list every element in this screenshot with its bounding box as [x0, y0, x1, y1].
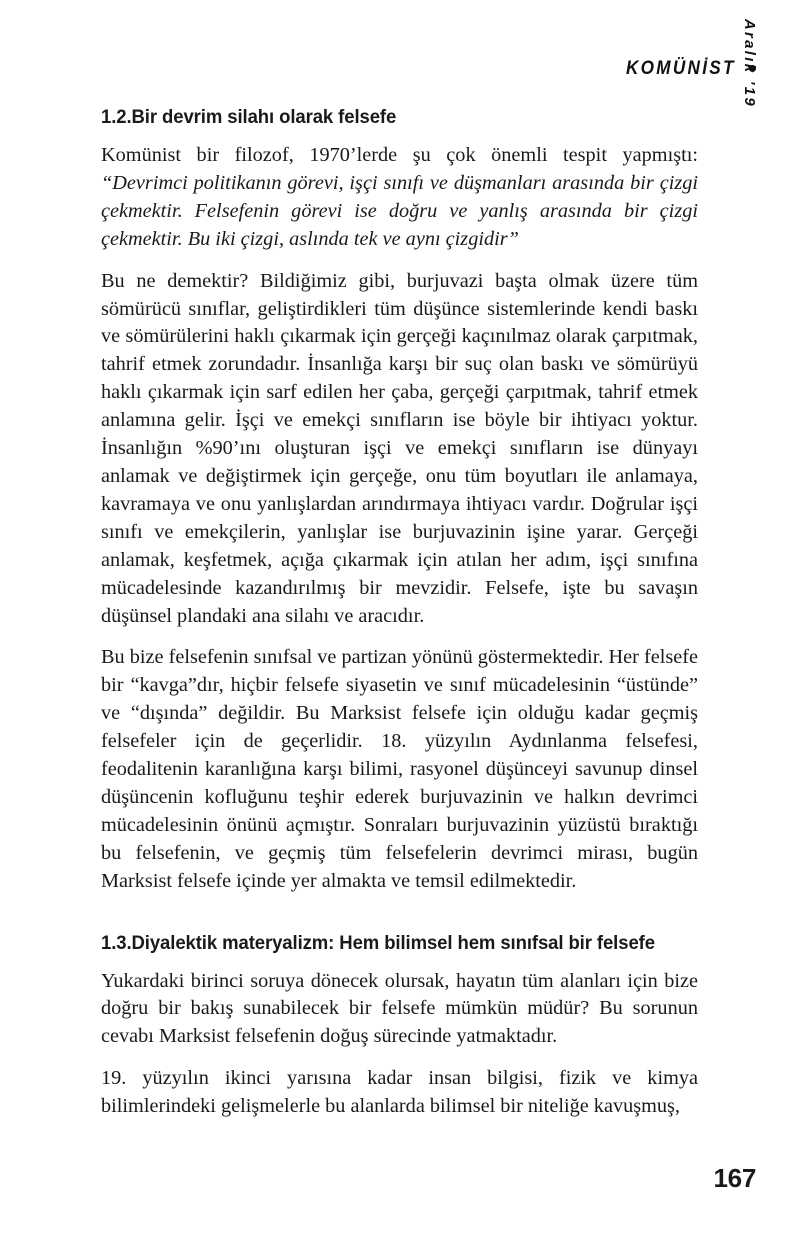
page-number: 167 [713, 1163, 756, 1193]
opening-quotation-block [101, 142, 698, 254]
publication-title: KOMÜNİST [626, 57, 736, 79]
paragraph: Bu ne demektir? Bildiğimiz gibi, burjuvazi başta olmak üzere tüm sömürücü sınıflar, geliştirdikleri tüm düşünce sistemlerinde kendi baskı ve sömürülerini haklı çıkarmak için gerçeği kaçınılmaz olarak çarpıtmak, tahrif etmek zorundadır. İnsanlığa karşı bir suç olan baskı ve sömürüyü haklı çıkarmak için sarf edilen her çaba, gerçeği çarpıtmak, tahrif etmek anlamına gelir. İşçi ve emekçi sınıfların ise böyle bir ihtiyacı yoktur. İnsanlığın %90’ını oluşturan işçi ve emekçi sınıfların ise dünyayı anlamak ve değiştirmek için gerçeğe, onu tüm boyutları ile anlamaya, kavramaya ve onu yanlışlardan arındırmaya ihtiyacı vardır. Doğrular işçi sınıfı ve emekçilerin, yanlışlar ise burjuvazinin işine yarar. Gerçeği anlamak, keşfetmek, açığa çıkarmak için atılan her adım, işçi sınıfına mücadelesinde kazandırılmış bir mevzidir. Felsefe, işte bu savaşın düşünsel plandaki ana silahı ve aracıdır. [101, 269, 698, 627]
paragraph: Bu bize felsefenin sınıfsal ve partizan yönünü göstermektedir. Her felsefe bir “kavga”dır, hiçbir felsefe siyasetin ve sınıf mücadelesinin “üstünde” ve “dışında” değildir. Bu Marksist felsefe için olduğu kadar geçmiş felsefeler için de geçerlidir. 18. yüzyılın Aydınlanma felsefesi, feodalitenin karanlığına karşı bilimi, rasyonel düşünceyi savunup dinsel düşüncenin kofluğunu teşhir ederek burjuvazinin ve halkın devrimci mücadelesinin önünü açmıştır. Sonraları burjuvazinin yüzüstü bıraktığı bu felsefenin, ve geçmiş tüm felsefelerin devrimci mirası, bugün Marksist felsefe içinde yer almakta ve temsil edilmektedir. [101, 646, 698, 892]
section-heading-1-2: 1.2.Bir devrim silahı olarak felsefe [101, 106, 397, 128]
section-heading-1-3: 1.3.Diyalektik materyalizm: Hem bilimsel hem sınıfsal bir felsefe [101, 931, 655, 954]
running-head [611, 57, 756, 80]
paragraph: 19. yüzyılın ikinci yarısına kadar insan bilgisi, fizik ve kimya bilimlerindeki gelişmelerle bu alanlarda bilimsel bir niteliğe kavuşmuş, [101, 1067, 698, 1118]
text-column [101, 104, 698, 1121]
paragraph: Yukardaki birinci soruya dönecek olursak, hayatın tüm alanları için bize doğru bir bakış sunabilecek bir felsefe mümkün müdür? Bu sorunun cevabı Marksist felsefenin doğuş sürecinde yatmaktadır. [101, 969, 698, 1048]
block-quotation: “Devrimci politikanın görevi, işçi sınıfı ve düşmanları arasında bir çizgi çekmektir. Felsefenin görevi ise doğru ve yanlış arasında bir çizgi çekmektir. Bu iki çizgi, aslında tek ve aynı çizgidir” [101, 171, 698, 250]
issue-date-vertical: Aralık '19 [741, 18, 758, 108]
quotation-lead-in: Komünist bir filozof, 1970’lerde şu çok önemli tespit yapmıştı: [101, 144, 698, 166]
